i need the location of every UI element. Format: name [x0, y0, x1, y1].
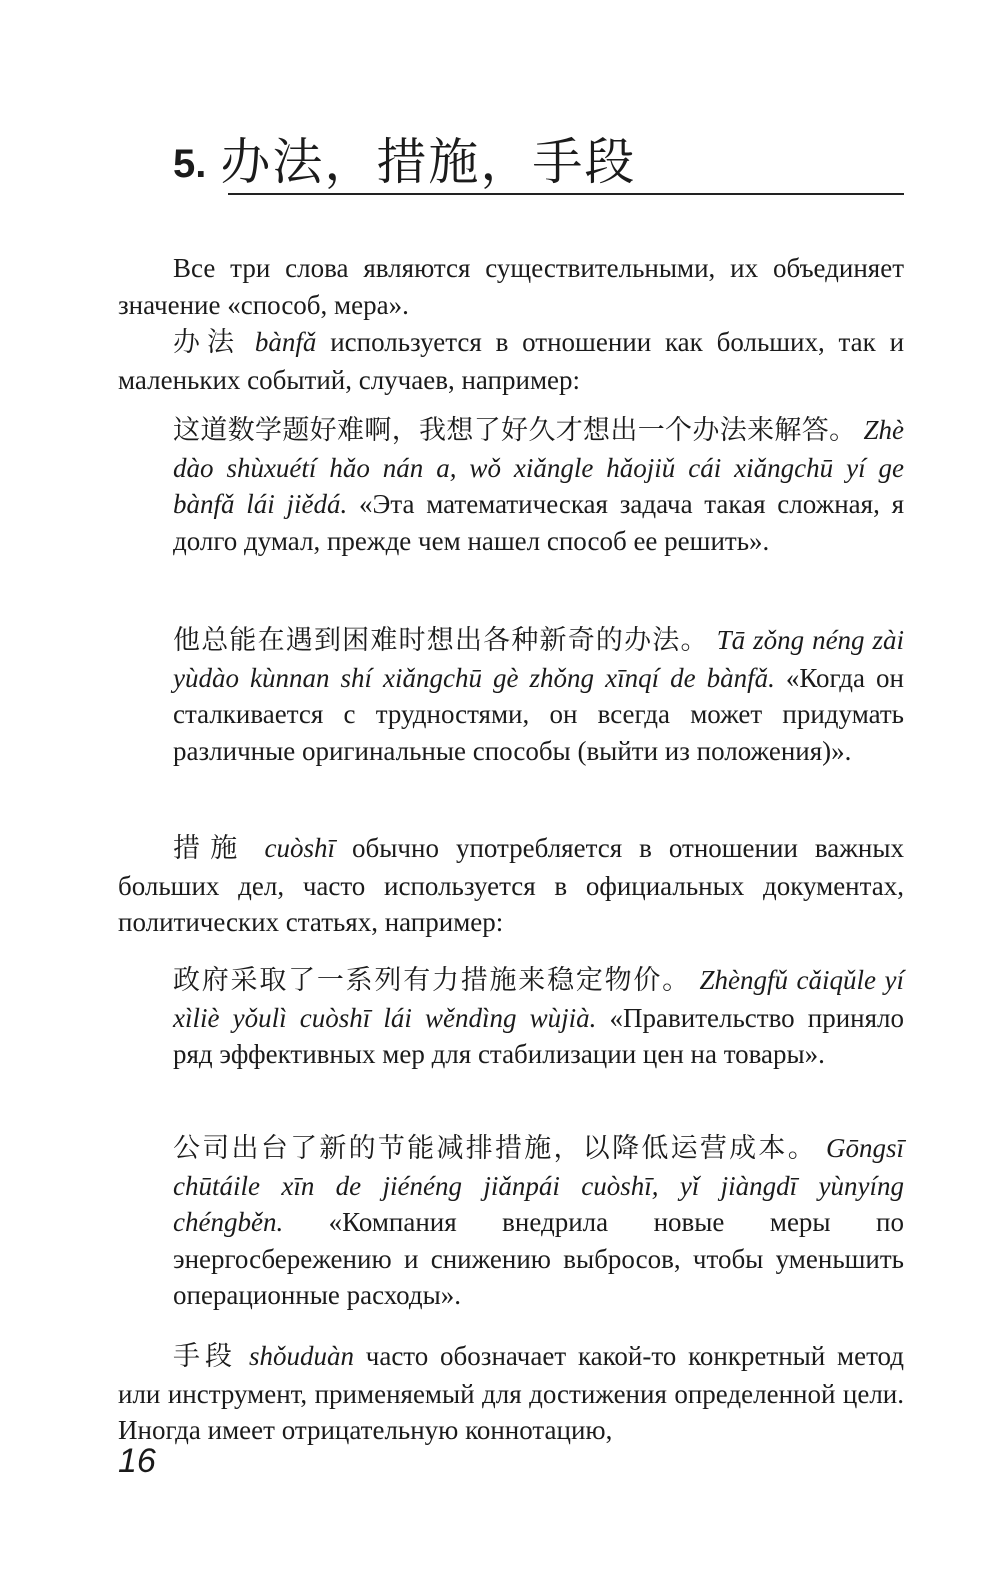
example-3 [173, 962, 904, 1073]
example-1-translation: «Эта математическая задача такая сложная, я долго думал, прежде чем нашел способ ее решить». [173, 489, 904, 556]
example-4 [173, 1130, 904, 1314]
banfa-pinyin: bànfǎ [254, 327, 317, 357]
shouduan-term: 手段 [173, 1341, 238, 1372]
page-number: 16 [118, 1442, 156, 1480]
example-3-chinese: 政府采取了一系列有力措施来稳定物价。 [173, 965, 691, 996]
heading-underline [228, 193, 904, 195]
cuoshi-pinyin: cuòshī [264, 833, 336, 863]
intro-paragraph: Все три слова являются существительными, их объединяет значение «способ, мера». [118, 253, 904, 320]
banfa-term: 办法 [173, 327, 242, 358]
shouduan-pinyin: shǒuduàn [248, 1341, 354, 1371]
example-2-chinese: 他总能在遇到困难时想出各种新奇的办法。 [173, 625, 709, 656]
example-1-pinyin: Zhè dào shùxuétí hǎo nán a, wǒ xiǎngle hǎojiǔ cái xiǎngchū yí ge bànfǎ lái jiědá. [173, 415, 905, 519]
cuoshi-term: 措施 [173, 833, 248, 864]
example-1 [173, 412, 904, 559]
example-4-pinyin: Gōngsī chūtáile xīn de jiénéng jiǎnpái cuòshī, yǐ jiàngdī yùnyíng chéngběn. [173, 1133, 905, 1237]
section-heading [173, 122, 903, 194]
banfa-description: используется в отношении как больших, так и маленьких событий, случаев, например: [118, 327, 905, 395]
example-2 [173, 622, 904, 769]
section-number: 5. [173, 142, 207, 186]
shouduan-description: часто обозначает какой-то конкретный метод или инструмент, применяемый для достижения определенной цели. Иногда имеет отрицательную коннотацию, [118, 1341, 905, 1445]
example-2-pinyin: Tā zǒng néng zài yùdào kùnnan shí xiǎngchū gè zhǒng xīnqí de bànfǎ. [173, 625, 905, 693]
example-1-chinese: 这道数学题好难啊，我想了好久才想出一个办法来解答。 [173, 415, 857, 446]
example-4-translation: «Компания внедрила новые меры по энергосбережению и снижению выбросов, чтобы уменьшить операционные расходы». [173, 1207, 904, 1310]
shouduan-paragraph [118, 1338, 904, 1449]
example-3-translation: «Правительство приняло ряд эффективных мер для стабилизации цен на товары». [173, 1002, 905, 1069]
example-2-translation: «Когда он сталкивается с трудностями, он всегда может придумать различные оригинальные способы (выйти из положения)». [173, 662, 904, 766]
cuoshi-paragraph [118, 830, 904, 941]
banfa-paragraph [118, 324, 904, 398]
cuoshi-description: обычно употребляется в отношении важных больших дел, часто используется в официальных документах, политических статьях, например: [118, 833, 905, 937]
example-3-pinyin: Zhèngfǔ cǎiqǔle yí xìliè yǒulì cuòshī lái wěndìng wùjià. [173, 965, 905, 1033]
example-4-chinese: 公司出台了新的节能减排措施，以降低运营成本。 [173, 1133, 817, 1164]
section-title: 办法，措施，手段 [220, 133, 637, 191]
